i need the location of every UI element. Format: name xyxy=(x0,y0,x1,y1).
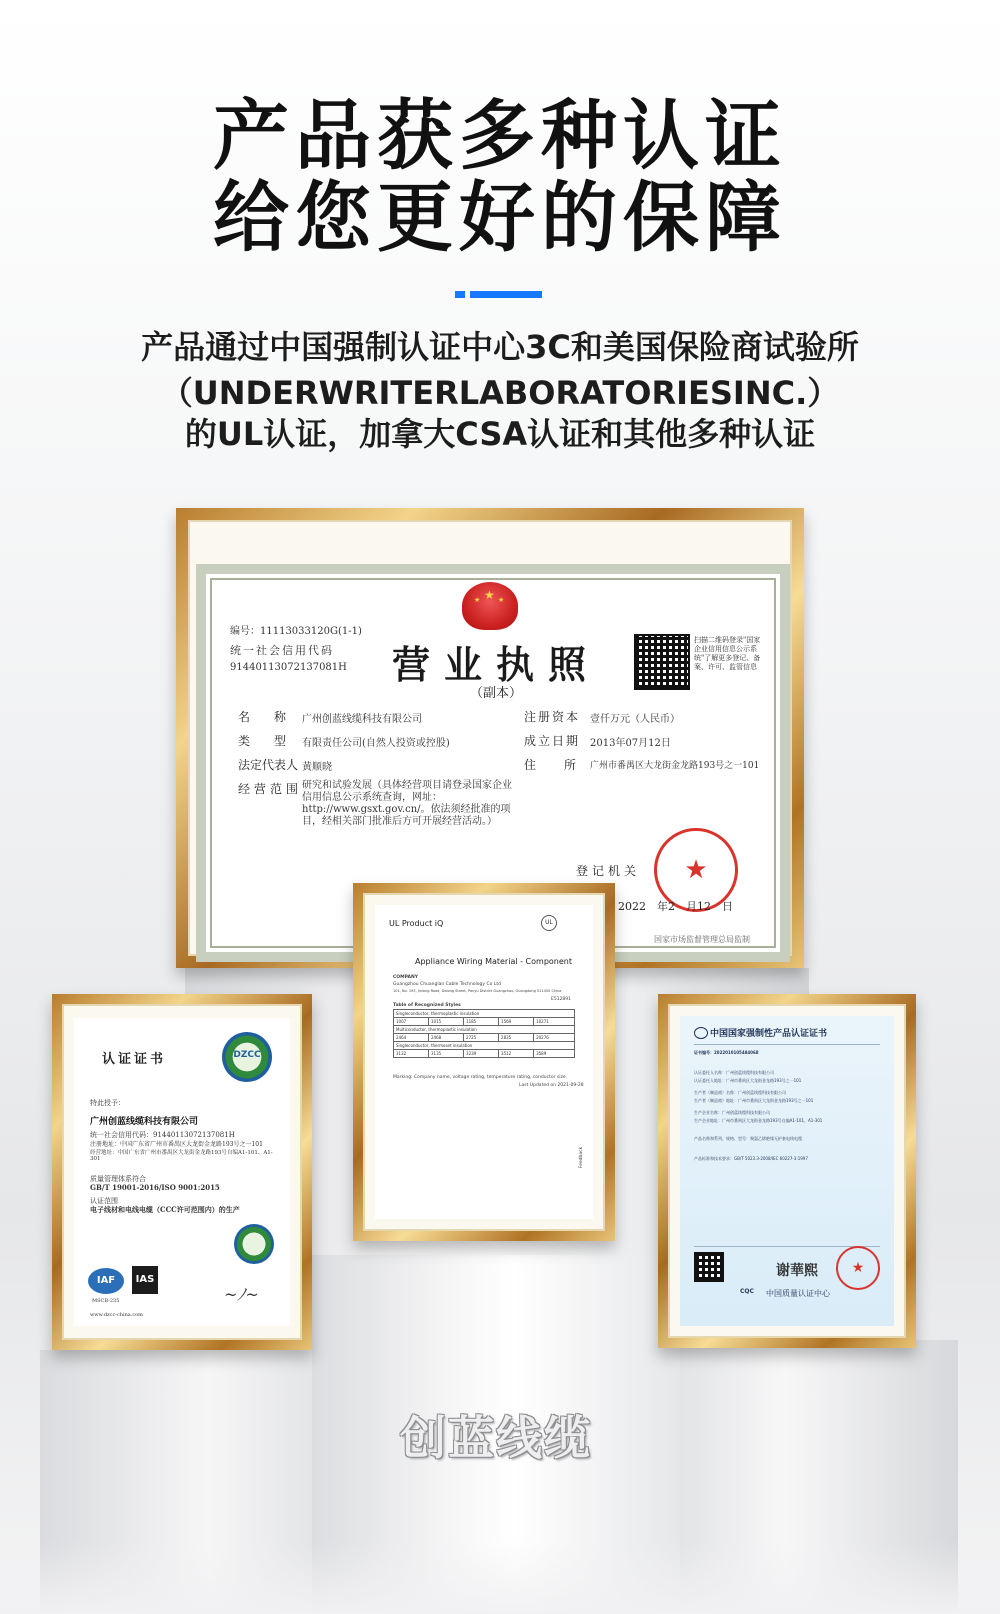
table-cell: 1015 xyxy=(429,1018,464,1026)
table-cell: 10271 xyxy=(534,1018,575,1026)
field-value-founded: 2013年07月12日 xyxy=(590,738,671,749)
ccc-certificate xyxy=(680,1016,894,1326)
table-row xyxy=(394,1026,575,1034)
ul-file-no: E512891 xyxy=(551,997,572,1002)
table-cell: 3239 xyxy=(464,1050,499,1058)
credit-code-label: 统一社会信用代码 xyxy=(230,644,334,657)
ul-brand: UL Product iQ xyxy=(389,919,444,928)
title-accent-bar xyxy=(470,291,542,298)
table-cell: 3512 xyxy=(499,1050,534,1058)
table-row xyxy=(394,1018,575,1026)
national-emblem-icon: ★ ★ ★ xyxy=(462,582,518,630)
dzcc-logo-text: DZCC xyxy=(233,1050,261,1060)
ccc-line-1: 认证委托人名称：广州创蓝线缆科技有限公司 xyxy=(694,1070,774,1075)
ul-company: Guangzhou Chuanglan Cable Technology Co Ltd xyxy=(393,982,501,987)
dzcc-line-2: 注册地址：中国广东省广州市番禺区大龙街金龙路193号之一101 xyxy=(90,1141,263,1148)
signature-icon: ~ﾉ~ xyxy=(224,1285,259,1304)
dzcc-certificate xyxy=(74,1018,290,1326)
dzcc-line-6: 认证范围 xyxy=(90,1197,118,1205)
ul-address: 101, No. 193, Jinlong Road, Dalong Street, Panyu District Guangzhou, Guangdong 511450 China xyxy=(393,989,562,993)
table-row xyxy=(394,1010,575,1018)
dzcc-seal-icon xyxy=(234,1224,274,1264)
description-line-3: 的UL认证，加拿大CSA认证和其他多种认证 xyxy=(184,415,816,453)
brand-name: 创蓝线缆 xyxy=(400,1411,592,1465)
table-row xyxy=(394,1034,575,1042)
table-cell: 2835 xyxy=(499,1034,534,1042)
field-value-type: 有限责任公司(自然人投资或控股) xyxy=(302,738,450,749)
ccc-line-7: 产品名称和系列、规格、型号：聚氯乙烯绝缘无护套电线电缆 xyxy=(694,1136,802,1141)
table-cell: Multiconductor, thermoplastic insulation xyxy=(394,1026,575,1034)
field-value-name: 广州创蓝线缆科技有限公司 xyxy=(302,714,422,725)
ul-certificate xyxy=(375,905,593,1219)
ccc-line-8: 产品标准和技术要求：GB/T 5023.3-2008/IEC 60227-3:1997 xyxy=(694,1156,808,1161)
qr-note: 扫描二维码登录"国家企业信用信息公示系统"了解更多登记、备案、许可、监管信息 xyxy=(694,636,761,671)
ccc-logo-icon xyxy=(694,1027,708,1039)
field-value-scope: 研究和试验发展（具体经营项目请登录国家企业信用信息公示系统查询，网址：http://www.gsxt.gov.cn/。依法须经批准的项目，经相关部门批准后方可开展经营活动。） xyxy=(302,780,512,827)
ccc-line-5: 生产企业名称：广州创蓝线缆科技有限公司 xyxy=(694,1110,770,1115)
registration-authority: 登记机关 xyxy=(576,864,641,878)
table-cell: 3132 xyxy=(394,1050,429,1058)
table-row xyxy=(394,1050,575,1058)
ul-certificate-frame xyxy=(353,883,615,1241)
dzcc-website: www.dzcc-china.com xyxy=(90,1312,143,1318)
table-cell: 3589 xyxy=(534,1050,575,1058)
field-label-capital: 注册资本 xyxy=(524,710,581,724)
ccc-line-6: 生产企业地址：广州市番禺区大龙街金龙路193号自编A1-101、A1-301 xyxy=(694,1118,823,1123)
field-value-legal-rep: 黄顺晓 xyxy=(302,762,332,773)
field-value-capital: 壹仟万元（人民币） xyxy=(590,714,680,725)
dzcc-line-3: 经营地址：中国广东省广州市番禺区大龙街金龙路193号自编A1-101、A1-301 xyxy=(90,1150,273,1162)
table-cell: 1007 xyxy=(394,1018,429,1026)
qr-code-icon xyxy=(696,1254,722,1280)
ul-marking-note: Marking: Company name, voltage rating, temperature rating, conductor size. xyxy=(393,1075,568,1080)
dzcc-company: 广州创蓝线缆科技有限公司 xyxy=(90,1117,199,1127)
ccc-line-3: 生产者（制造商）名称：广州创蓝线缆科技有限公司 xyxy=(694,1090,786,1095)
dzcc-line-5: GB/T 19001-2016/ISO 9001:2015 xyxy=(90,1183,220,1192)
iaf-logo-icon: IAF xyxy=(88,1268,124,1294)
recognized-styles-table xyxy=(393,1009,575,1058)
ccc-organization: 中国质量认证中心 xyxy=(766,1289,830,1298)
official-seal-icon: ★ xyxy=(654,828,738,912)
dzcc-title: 认证证书 xyxy=(102,1052,167,1067)
field-label-address: 住 所 xyxy=(524,758,585,772)
ccc-certificate-frame xyxy=(658,994,916,1348)
field-label-scope: 经营范围 xyxy=(238,782,303,796)
dzcc-line-4: 质量管理体系符合 xyxy=(90,1175,146,1183)
floor xyxy=(0,1540,1000,1614)
divider xyxy=(694,1044,880,1045)
page-title-line-2: 给您更好的保障 xyxy=(213,173,787,262)
field-label-founded: 成立日期 xyxy=(524,734,581,748)
title-accent-dot xyxy=(455,291,465,298)
field-label-type: 类 型 xyxy=(238,734,293,748)
ul-table-title: Table of Recognized Styles xyxy=(393,1003,461,1008)
table-cell: 1185 xyxy=(464,1018,499,1026)
description-line-2: （UNDERWRITERLABORATORIESINC.） xyxy=(160,374,840,412)
table-cell: Singleconductor, thermoplastic insulation xyxy=(394,1010,575,1018)
table-cell: 20276 xyxy=(534,1034,575,1042)
field-label-legal-rep: 法定代表人 xyxy=(238,758,299,772)
ias-logo-icon: IAS xyxy=(132,1266,158,1294)
table-cell: 2725 xyxy=(464,1034,499,1042)
table-cell: 2464 xyxy=(394,1034,429,1042)
table-cell: Singleconductor, thermoset insulation xyxy=(394,1042,575,1050)
cqc-logo-icon: CQC xyxy=(740,1288,754,1295)
ul-logo-icon: UL xyxy=(541,915,557,931)
field-label-name: 名 称 xyxy=(238,710,293,724)
license-title: 营业执照 xyxy=(391,642,600,687)
ul-heading: Appliance Wiring Material - Component xyxy=(415,957,572,966)
table-row xyxy=(394,1042,575,1050)
dzcc-line-1: 统一社会信用代码：91440113072137081H xyxy=(90,1131,235,1139)
ul-feedback-tab: Feedback xyxy=(579,1146,585,1169)
description-line-1: 产品通过中国强制认证中心3C和美国保险商试验所 xyxy=(141,328,859,366)
ccc-signature: 谢華熙 xyxy=(776,1263,818,1279)
dzcc-certificate-frame xyxy=(52,994,312,1350)
qr-code-icon xyxy=(636,636,688,688)
ul-last-updated: Last Updated on 2021-09-28 xyxy=(519,1083,584,1088)
ccc-line-2: 认证委托人地址：广州市番禺区大龙街金龙路193号之一101 xyxy=(694,1078,802,1083)
dzcc-logo-icon xyxy=(222,1032,272,1082)
ccc-seal-icon: ★ xyxy=(836,1246,880,1290)
license-subtitle: （副本） xyxy=(469,686,522,701)
ccc-title: 中国国家强制性产品认证证书 xyxy=(710,1029,828,1039)
mscb-number: MSCB-235 xyxy=(92,1298,120,1304)
table-cell: 3135 xyxy=(429,1050,464,1058)
ccc-line-4: 生产者（制造商）地址：广州市番禺区大龙街金龙路193号之一101 xyxy=(694,1098,814,1103)
field-value-address: 广州市番禺区大龙街金龙路193号之一101 xyxy=(590,761,760,771)
ccc-cert-no: 证书编号：2022010105484068 xyxy=(694,1050,759,1055)
ul-company-label: COMPANY xyxy=(393,975,418,980)
license-footer: 国家市场监督管理总局监制 xyxy=(654,935,750,944)
license-serial: 编号：11113033120G(1-1) xyxy=(230,626,362,637)
table-cell: 2468 xyxy=(429,1034,464,1042)
dzcc-line-7: 电子线材和电线电缆（CCC许可范围内）的生产 xyxy=(90,1205,240,1214)
dzcc-granted-to: 特此授予： xyxy=(90,1099,125,1107)
credit-code: 91440113072137081H xyxy=(230,662,347,673)
table-cell: 1569 xyxy=(499,1018,534,1026)
page-title-line-1: 产品获多种认证 xyxy=(213,91,787,180)
issue-date: 2022 年2 月12 日 xyxy=(618,900,733,913)
